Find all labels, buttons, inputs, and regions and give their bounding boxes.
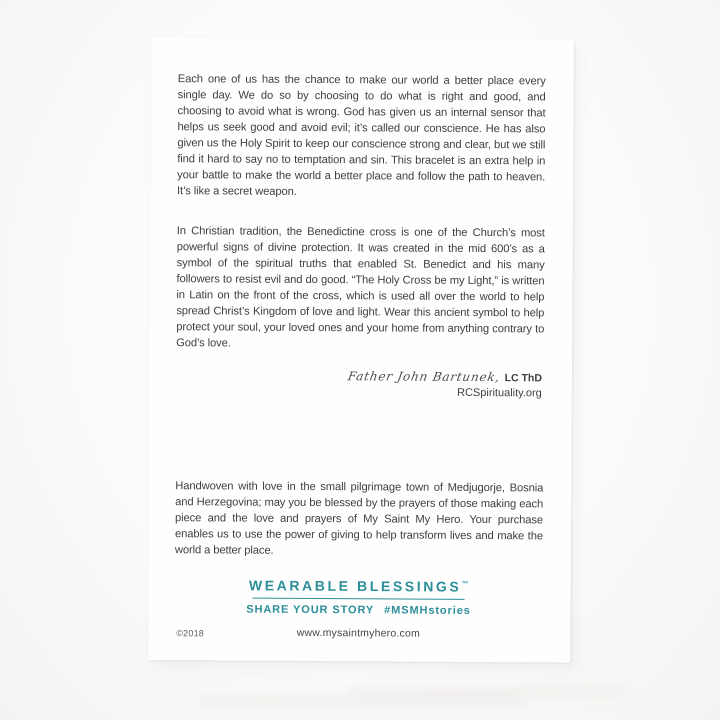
brand-divider-line — [253, 597, 465, 600]
paragraph-benedictine-cross: In Christian tradition, the Benedictine cross is one of the Church’s most powerful signs of divine protection. It was created in the mid 600’s as a symbol of the spiritual truths that enabled St. Benedict and his many followers to resist evil and do good. “The Holy Cross be my Light,” is written in Latin on the front of the cross, which is used all over the world to help spread Christ’s Kingdom of love and light. Wear this ancient symbol to help protect your soul, your loved ones and your home from anything contrary to God’s love. — [176, 225, 545, 350]
brand-wordmark-text: WEARABLE BLESSINGS — [248, 577, 462, 595]
signature-website: RCSpirituality.org — [457, 386, 542, 400]
author-signature — [176, 367, 544, 400]
product-info-card — [148, 38, 574, 663]
tagline-text: SHARE YOUR STORY — [246, 603, 375, 617]
copyright-text: ©2018 — [176, 628, 205, 639]
signature-script-name: Father John Bartunek, — [346, 369, 501, 385]
paragraph-intro: Each one of us has the chance to make our world a better place every single day. We do so by choosing to do what is right and good, and choosing to avoid what is wrong. God has given us an internal sensor that helps us seek good and avoid evil; it’s called our conscience. He has also given us the Holy Spirit to keep our conscience strong and clear, but we still find it hard to say no to temptation and sin. This bracelet is an extra help in your battle to make the world a better place and follow the path to heaven. It’s like a secret weapon. — [177, 73, 546, 198]
brand-block — [174, 575, 542, 618]
brand-wordmark — [175, 575, 543, 595]
footer-website: www.mysaintmyhero.com — [296, 626, 421, 640]
card-content — [174, 71, 545, 618]
card-base-shadow — [198, 695, 528, 707]
paragraph-handwoven: Handwoven with love in the small pilgrimage town of Medjugorje, Bosnia and Herzegovina; may you be blessed by the prayers of those making each piece and the love and prayers of My Saint My Hero. Your purchase enables us to use the power of giving to help transform lives and make the world a better place. — [174, 480, 544, 557]
brand-tagline — [174, 603, 542, 618]
trademark-symbol: ™ — [461, 580, 469, 588]
signature-credentials: LC ThD — [504, 372, 542, 385]
spacer — [175, 398, 543, 480]
card-footer — [174, 626, 542, 642]
tagline-hashtag: #MSMHstories — [384, 604, 471, 618]
